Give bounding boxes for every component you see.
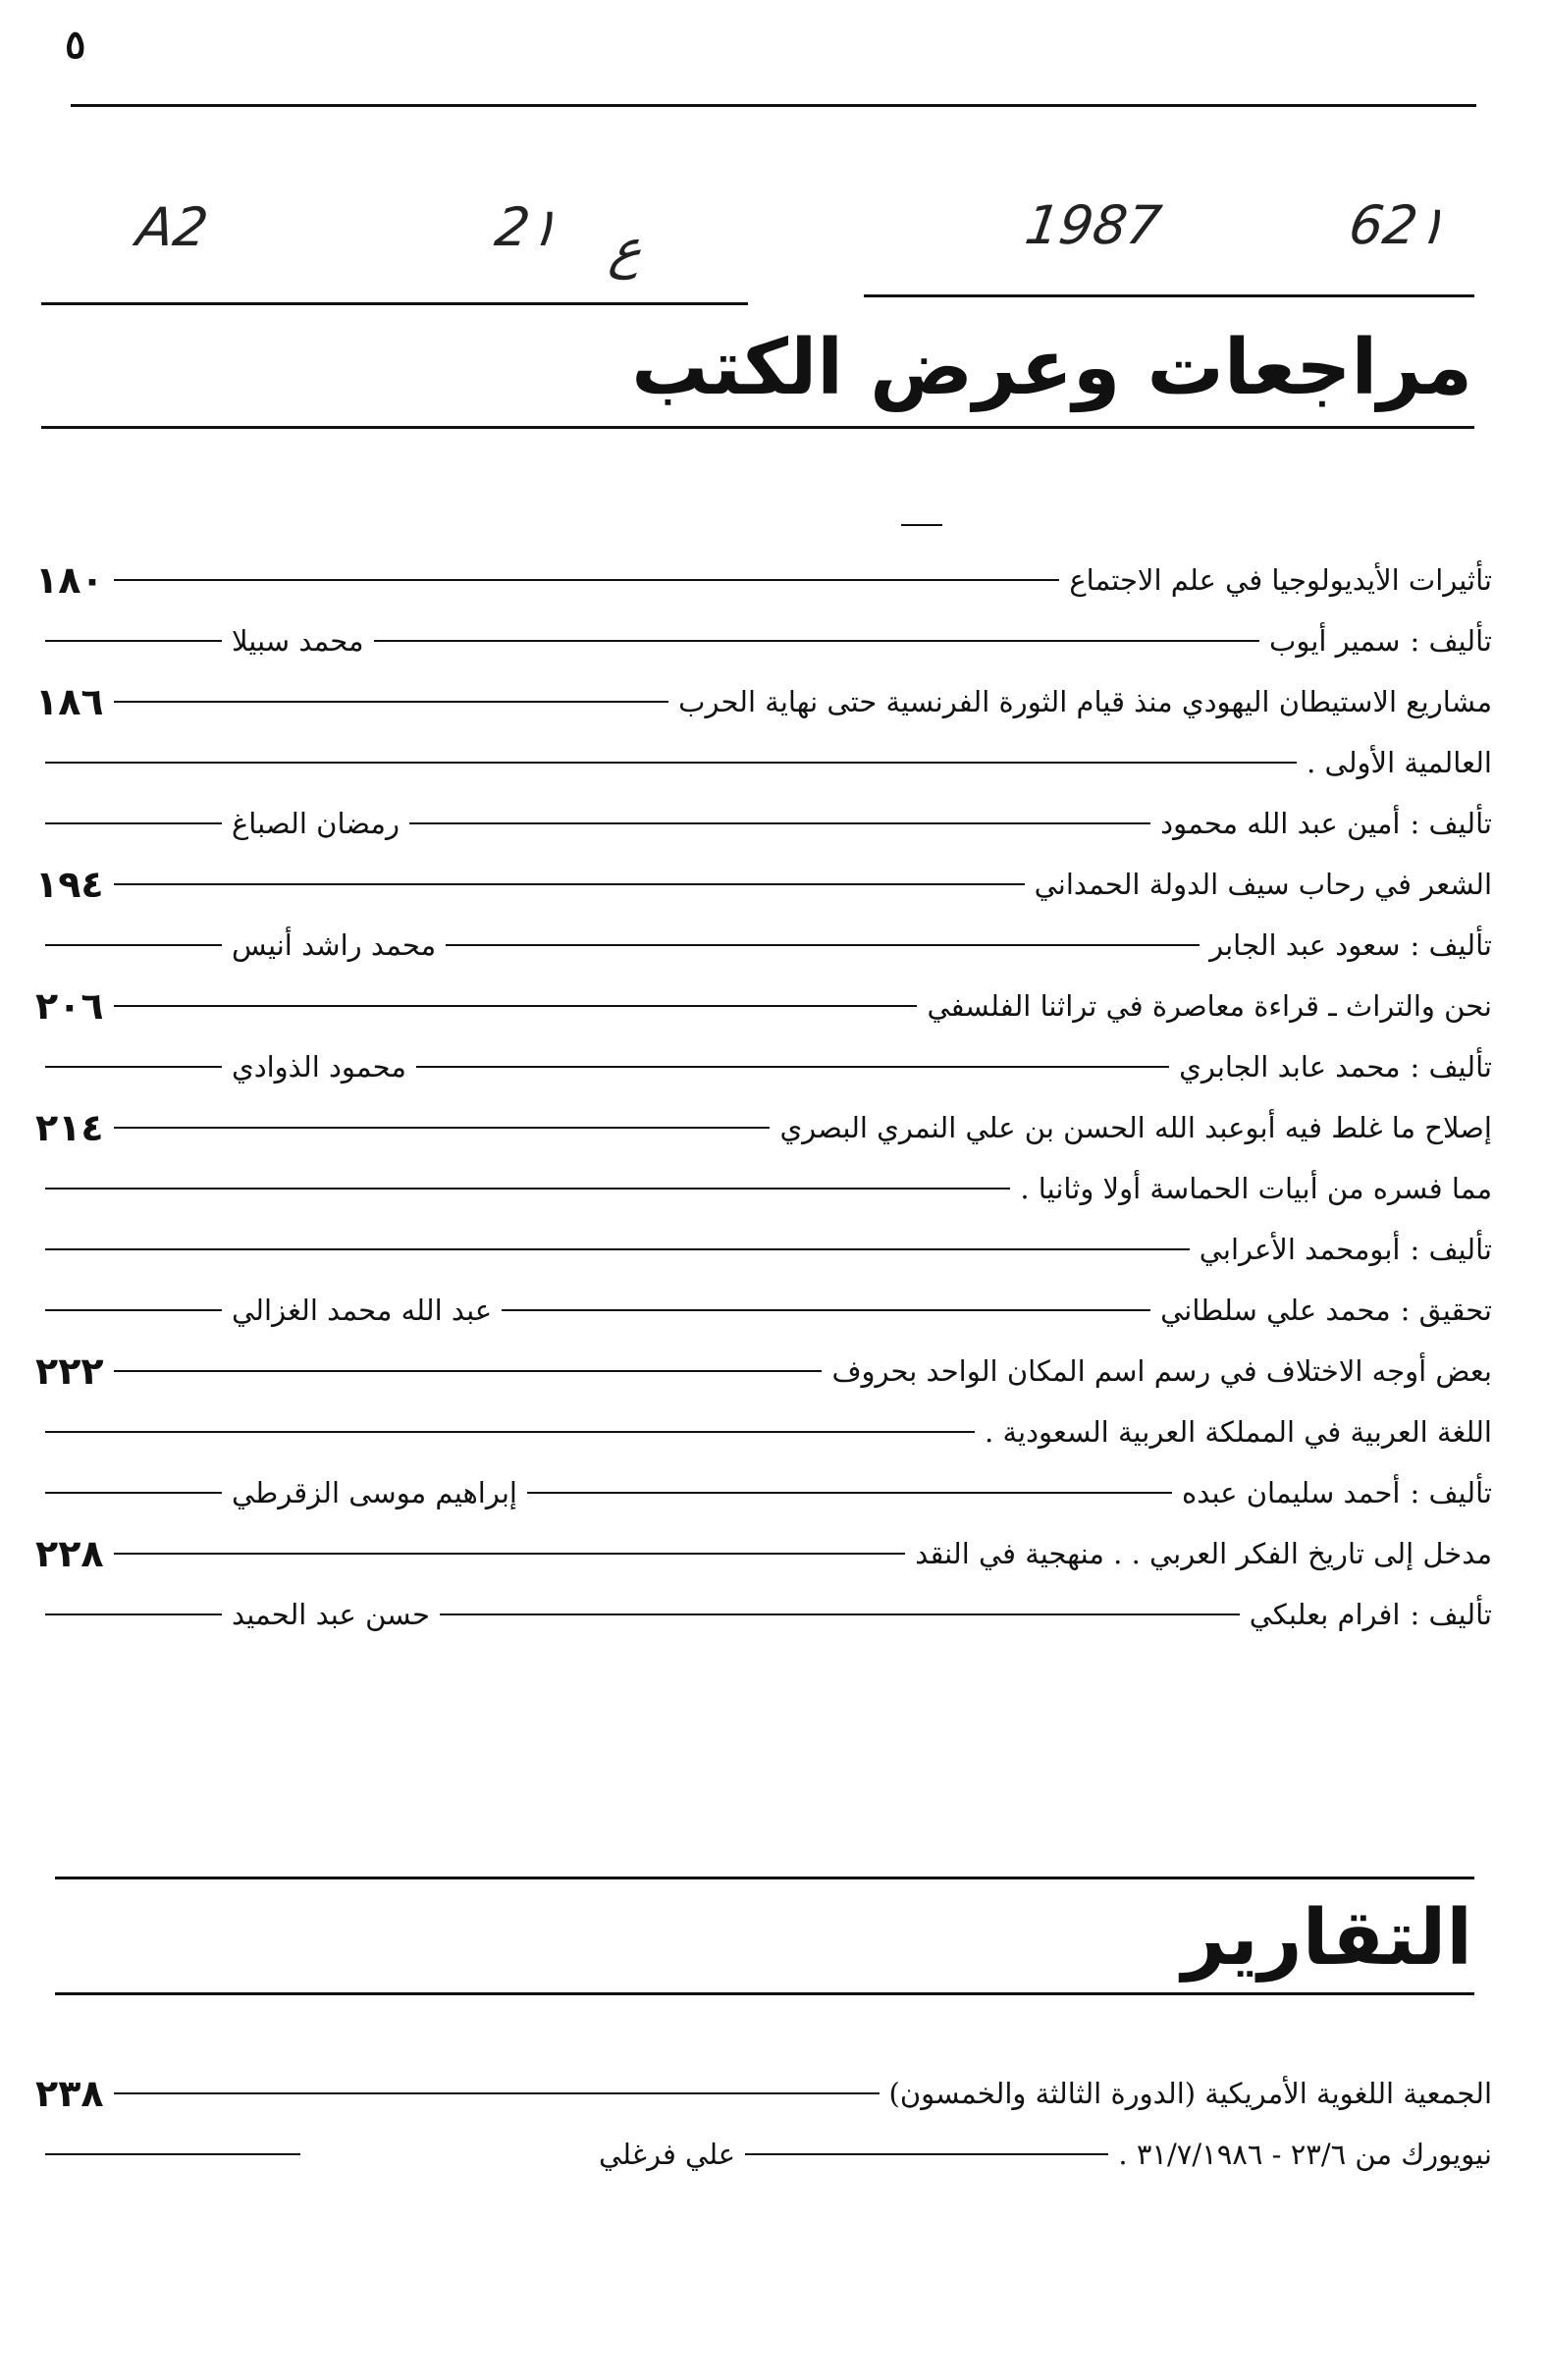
leader-line — [114, 2092, 880, 2094]
author-name: أمين عبد الله محمود — [1160, 807, 1401, 840]
handwritten-note-year: 1987 — [1021, 194, 1165, 256]
leader-line — [446, 944, 1200, 946]
entry-page-number: ١٩٤ — [35, 863, 104, 906]
editor-label: تحقيق : — [1400, 1294, 1492, 1327]
report-entry-credits — [35, 2130, 1492, 2179]
author-label: تأليف : — [1410, 1476, 1492, 1509]
reporter-name: علي فرغلي — [599, 2138, 736, 2171]
entry-title-continued: مما فسره من أبيات الحماسة أولا وثانيا . — [1020, 1172, 1492, 1205]
review-entry-title-continued — [35, 1164, 1492, 1213]
review-entry-credits — [35, 1042, 1492, 1091]
review-entry-credits — [35, 1590, 1492, 1639]
reports-title-rule — [55, 1992, 1474, 1995]
reports-top-rule — [55, 1877, 1474, 1879]
author-label: تأليف : — [1410, 1050, 1492, 1084]
reviewer-name: محمد سبيلا — [232, 624, 364, 658]
leader-line — [114, 1553, 906, 1555]
reports-section-title: التقارير — [1181, 1894, 1472, 1983]
review-entry-title-continued — [35, 738, 1492, 787]
entry-page-number: ١٨٠ — [35, 558, 104, 602]
leader-line — [440, 1613, 1240, 1615]
right-header-rule — [864, 294, 1474, 297]
leader-line — [745, 2153, 1108, 2155]
entry-title: بعض أوجه الاختلاف في رسم اسم المكان الواحد بحروف — [831, 1354, 1492, 1388]
entry-title: نحن والتراث ـ قراءة معاصرة في تراثنا الفلسفي — [927, 989, 1492, 1023]
leader-line — [45, 2153, 300, 2155]
leader-line — [527, 1492, 1172, 1494]
leader-line — [114, 701, 669, 703]
leader-line — [45, 762, 1297, 764]
leader-line — [114, 883, 1025, 885]
leader-line — [45, 822, 222, 824]
review-entry-title — [35, 860, 1492, 909]
author-name: سعود عبد الجابر — [1209, 928, 1401, 962]
review-entry-title — [35, 1347, 1492, 1396]
leader-line — [45, 1309, 222, 1311]
review-entry-credits — [35, 1468, 1492, 1517]
handwritten-note-a2: A2 — [133, 196, 212, 258]
entry-title: الشعر في رحاب سيف الدولة الحمداني — [1034, 868, 1492, 901]
leader-line — [45, 1613, 222, 1615]
leader-line — [114, 1127, 771, 1129]
leader-line — [374, 640, 1259, 642]
entry-page-number: ٢١٤ — [35, 1106, 104, 1149]
leader-line — [114, 1370, 823, 1372]
handwritten-note-ain: ع — [606, 218, 647, 280]
leader-line — [502, 1309, 1150, 1311]
leader-line — [45, 1492, 222, 1494]
editor-name: محمد علي سلطاني — [1160, 1294, 1391, 1327]
handwritten-note-21: 2١ — [491, 196, 562, 258]
leader-line — [45, 1188, 1010, 1190]
reviews-section-title: مراجعات وعرض الكتب — [631, 324, 1472, 412]
author-name: افرام بعلبكي — [1249, 1598, 1401, 1631]
leader-line — [409, 822, 1150, 824]
reviewer-name: محمد راشد أنيس — [232, 928, 437, 962]
leader-line — [114, 1005, 918, 1007]
reviewer-name: عبد الله محمد الغزالي — [232, 1294, 493, 1327]
handwritten-note-621: 62١ — [1345, 194, 1451, 256]
entry-page-number: ٢٢٢ — [35, 1349, 104, 1393]
entry-page-number: ٢٣٨ — [35, 2072, 104, 2115]
leader-line — [114, 579, 1060, 581]
entry-title: مدخل إلى تاريخ الفكر العربي . . منهجية في النقد — [915, 1537, 1492, 1570]
reviewer-name: محمود الذوادي — [232, 1050, 406, 1084]
author-label: تأليف : — [1410, 624, 1492, 658]
leader-line — [45, 944, 222, 946]
page-number: ٥ — [65, 22, 86, 68]
review-entry-credits — [35, 616, 1492, 665]
author-label: تأليف : — [1410, 928, 1492, 962]
small-dash — [901, 524, 942, 526]
entry-page-number: ١٨٦ — [35, 680, 104, 723]
leader-line — [45, 640, 222, 642]
left-header-rule — [41, 302, 748, 305]
entry-title: الجمعية اللغوية الأمريكية (الدورة الثالثة والخمسون) — [888, 2077, 1492, 2110]
review-entry-credits — [35, 921, 1492, 970]
entry-title: إصلاح ما غلط فيه أبوعبد الله الحسن بن علي النمري البصري — [779, 1111, 1492, 1144]
review-entry-title-continued — [35, 1407, 1492, 1456]
reviewer-name: إبراهيم موسى الزقرطي — [232, 1476, 517, 1509]
reviews-title-rule — [41, 426, 1474, 429]
report-subtitle: نيويورك من ٢٣/٦ - ٣١/٧/١٩٨٦ . — [1118, 2138, 1492, 2171]
reviewer-name: رمضان الصباغ — [232, 807, 400, 840]
review-entry-credits — [35, 1286, 1492, 1335]
review-entry-author — [35, 1225, 1492, 1274]
entry-title-continued: العالمية الأولى . — [1307, 746, 1492, 779]
review-entry-title — [35, 677, 1492, 726]
review-entry-title — [35, 1103, 1492, 1152]
top-rule — [71, 104, 1476, 107]
author-name: محمد عابد الجابري — [1179, 1050, 1401, 1084]
entry-title: مشاريع الاستيطان اليهودي منذ قيام الثورة الفرنسية حتى نهاية الحرب — [678, 685, 1492, 718]
review-entry-title — [35, 981, 1492, 1031]
leader-line — [45, 1431, 975, 1433]
entry-page-number: ٢٠٦ — [35, 984, 104, 1028]
author-name: سمير أيوب — [1269, 624, 1401, 658]
review-entry-credits — [35, 799, 1492, 848]
leader-line — [45, 1248, 1190, 1250]
author-name: أحمد سليمان عبده — [1182, 1476, 1401, 1509]
reviewer-name: حسن عبد الحميد — [232, 1598, 430, 1631]
author-label: تأليف : — [1410, 1233, 1492, 1266]
leader-line — [416, 1066, 1169, 1068]
author-label: تأليف : — [1410, 807, 1492, 840]
entry-title-continued: اللغة العربية في المملكة العربية السعودية . — [985, 1415, 1492, 1449]
author-label: تأليف : — [1410, 1598, 1492, 1631]
entry-page-number: ٢٢٨ — [35, 1532, 104, 1575]
leader-line — [45, 1066, 222, 1068]
review-entry-title — [35, 555, 1492, 605]
entry-title: تأثيرات الأيديولوجيا في علم الاجتماع — [1069, 563, 1492, 597]
author-name: أبومحمد الأعرابي — [1199, 1233, 1401, 1266]
review-entry-title — [35, 1529, 1492, 1578]
report-entry-title — [35, 2069, 1492, 2118]
